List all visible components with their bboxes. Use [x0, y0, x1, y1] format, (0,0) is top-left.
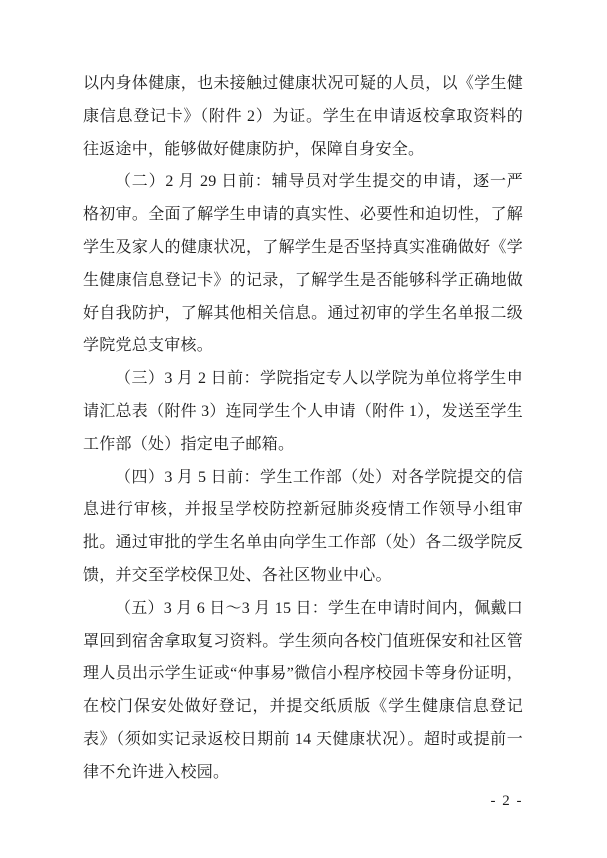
page-number: - 2 - [490, 793, 523, 809]
paragraph-continuation-of-item-1: 以内身体健康，也未接触过健康状况可疑的人员，以《学生健康信息登记卡》（附件 2）为证。学生在申请返校拿取资料的往返途中，能够做好健康防护，保障自身安全。 [83, 75, 523, 158]
document-body [83, 68, 523, 790]
paragraph-item-4: （四）3 月 5 日前：学生工作部（处）对各学院提交的信息进行审核，并报呈学校防控新冠肺炎疫情工作领导小组审批。通过审批的学生名单由向学生工作部（处）各二级学院反馈，并交至学校保卫处、各社区物业中心。 [83, 468, 523, 584]
paragraph-item-5: （五）3 月 6 日～3 月 15 日：学生在申请时间内，佩戴口罩回到宿舍拿取复习资料。学生须向各校门值班保安和社区管理人员出示学生证或“仲事易”微信小程序校园卡等身份证明，在校门保安处做好登记，并提交纸质版《学生健康信息登记表》（须如实记录返校日期前 14 天健康状况）。超时或提前一律不允许进入校园。 [83, 599, 524, 781]
paragraph-item-3: （三）3 月 2 日前：学院指定专人以学院为单位将学生申请汇总表（附件 3）连同学生个人申请（附件 1），发送至学生工作部（处）指定电子邮箱。 [83, 370, 523, 453]
paragraph-item-2: （二）2 月 29 日前：辅导员对学生提交的申请，逐一严格初审。全面了解学生申请的真实性、必要性和迫切性，了解学生及家人的健康状况，了解学生是否坚持真实准确做好《学生健康信息登记卡》的记录，了解学生是否能够科学正确地做好自我防护，了解其他相关信息。通过初审的学生名单报二级学院党总支审核。 [83, 173, 523, 355]
